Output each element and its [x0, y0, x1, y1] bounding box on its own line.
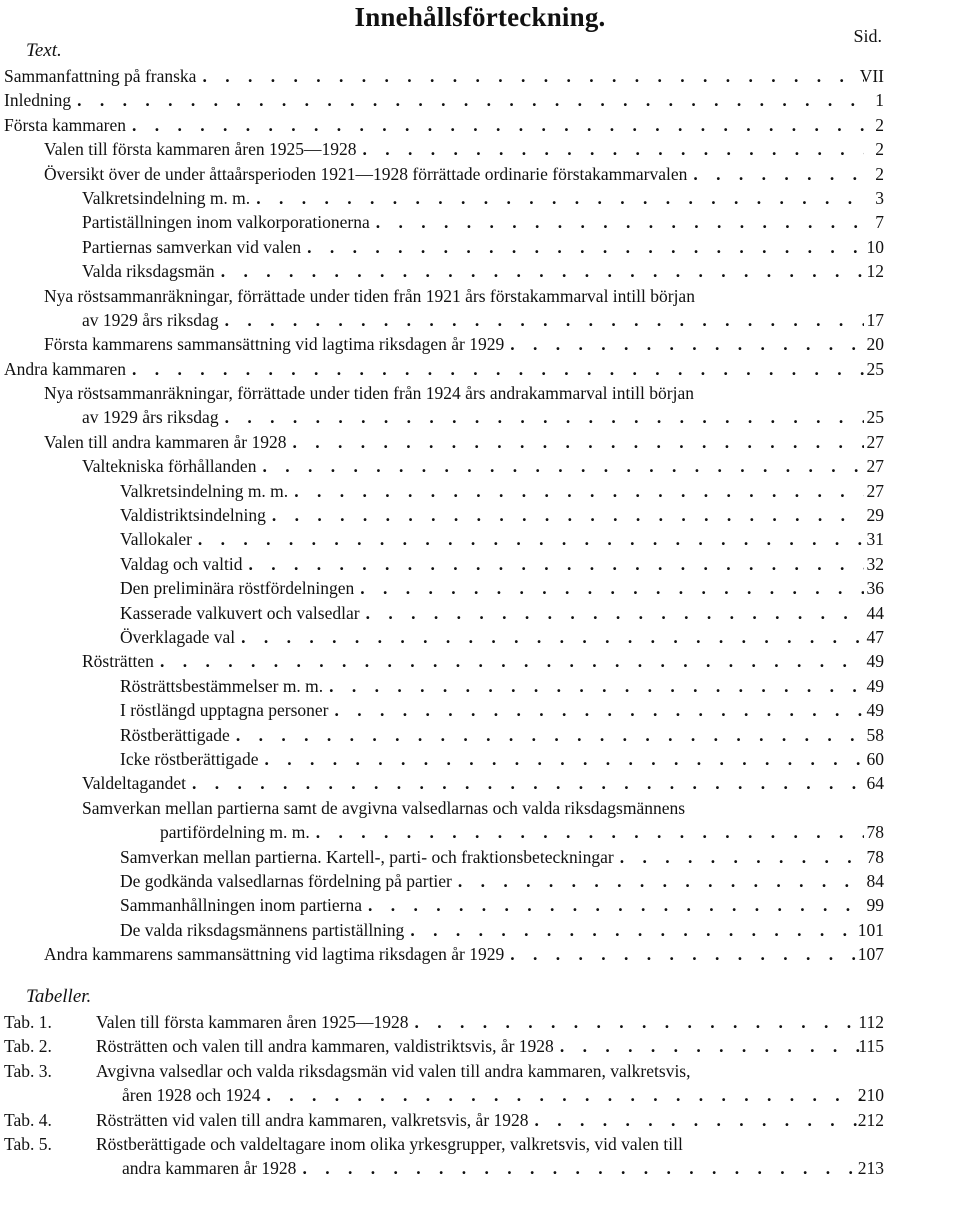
- dot-leader-line: [44, 137, 864, 161]
- entry-page-number: 47: [866, 626, 884, 647]
- entry-label: Röstberättigade: [120, 723, 236, 747]
- page-title: Innehållsförteckning.: [354, 2, 606, 32]
- entry-label: Sammanhållningen inom partierna: [120, 893, 368, 917]
- table-toc-entry: [0, 1059, 960, 1083]
- entry-label: Valen till första kammaren åren 1925—1928: [44, 137, 362, 161]
- entry-label: Kasserade valkuvert och valsedlar: [120, 601, 366, 625]
- entry-page-number: 64: [866, 773, 884, 794]
- dot-leader-line: [120, 845, 864, 869]
- entry-page-number: 78: [866, 822, 884, 843]
- entry-label: Valen till andra kammaren år 1928: [44, 430, 292, 454]
- toc-entry: [0, 845, 960, 869]
- toc-entry: [0, 942, 960, 966]
- dot-leader: [272, 503, 864, 527]
- toc-entry: [0, 454, 960, 478]
- dot-leader: [620, 845, 864, 869]
- toc-entry: [0, 674, 960, 698]
- entry-label: I röstlängd upptagna personer: [120, 698, 334, 722]
- dot-leader: [241, 625, 864, 649]
- dot-leader-line: [82, 454, 864, 478]
- toc-entry: [0, 747, 960, 771]
- entry-page-number: 44: [866, 602, 884, 623]
- dot-leader-line: [120, 625, 864, 649]
- entry-label: Inledning: [4, 88, 77, 112]
- dot-leader: [458, 869, 864, 893]
- entry-label: Valkretsindelning m. m.: [82, 186, 256, 210]
- dot-leader: [362, 137, 864, 161]
- dot-leader-line: [120, 674, 864, 698]
- toc-entry: [0, 162, 960, 186]
- dot-leader: [410, 918, 864, 942]
- dot-leader-line: [120, 698, 864, 722]
- entry-page-number: 60: [866, 748, 884, 769]
- dot-leader-line: [4, 64, 864, 88]
- entry-label: Första kammaren: [4, 113, 132, 137]
- entry-page-number: 101: [857, 919, 884, 940]
- dot-leader-line: [120, 747, 864, 771]
- entry-label: Icke röstberättigade: [120, 747, 264, 771]
- entry-page-number: 210: [857, 1085, 884, 1106]
- dot-leader-line: [122, 1083, 864, 1107]
- toc-entry: [0, 918, 960, 942]
- entry-page-number: 213: [857, 1158, 884, 1179]
- table-toc-entry-continuation: [0, 1083, 960, 1107]
- dot-leader: [535, 1108, 864, 1132]
- entry-page-number: 27: [866, 456, 884, 477]
- entry-label: Rösträtten och valen till andra kammaren, valdistriktsvis, år 1928: [96, 1034, 560, 1058]
- dot-leader: [221, 259, 864, 283]
- dot-leader: [248, 552, 864, 576]
- dot-leader: [294, 479, 864, 503]
- dot-leader-line: [96, 1034, 864, 1058]
- text-toc-list: [0, 64, 960, 966]
- entry-label: Rösträtten vid valen till andra kammaren, valkretsvis, år 1928: [96, 1108, 535, 1132]
- dot-leader: [160, 649, 864, 673]
- entry-page-number: 212: [857, 1109, 884, 1130]
- entry-page-number: 49: [866, 651, 884, 672]
- dot-leader: [256, 186, 864, 210]
- entry-label: Vallokaler: [120, 527, 198, 551]
- dot-leader-line: [82, 405, 864, 429]
- entry-label: av 1929 års riksdag: [82, 308, 225, 332]
- entry-label: Överklagade val: [120, 625, 241, 649]
- entry-label: andra kammaren år 1928: [122, 1156, 302, 1180]
- dot-leader-line: [82, 210, 864, 234]
- dot-leader-line: [82, 649, 864, 673]
- entry-page-number: 31: [866, 529, 884, 550]
- toc-entry: [0, 137, 960, 161]
- entry-label: Första kammarens sammansättning vid lagtima riksdagen år 1929: [44, 332, 510, 356]
- entry-page-number: 12: [866, 261, 884, 282]
- entry-page-number: 36: [866, 578, 884, 599]
- dot-leader-line: [82, 235, 864, 259]
- toc-entry: [0, 527, 960, 551]
- table-number: Tab. 2.: [4, 1036, 52, 1057]
- entry-label: Valtekniska förhållanden: [82, 454, 262, 478]
- dot-leader: [198, 527, 864, 551]
- tables-section-heading: Tabeller.: [26, 986, 92, 1007]
- dot-leader: [264, 747, 864, 771]
- entry-label: Andra kammarens sammansättning vid lagtima riksdagen år 1929: [44, 942, 510, 966]
- entry-page-number: 2: [875, 139, 884, 160]
- toc-entry: [0, 430, 960, 454]
- text-section-heading: Text.: [26, 40, 62, 61]
- entry-label: Rösträttsbestämmelser m. m.: [120, 674, 329, 698]
- dot-leader-line: [4, 88, 864, 112]
- dot-leader-line: [44, 430, 864, 454]
- toc-entry: [0, 893, 960, 917]
- entry-label: Partiställningen inom valkorporationerna: [82, 210, 376, 234]
- entry-label: Valdag och valtid: [120, 552, 248, 576]
- entry-page-number: 7: [875, 212, 884, 233]
- table-number: Tab. 5.: [4, 1133, 52, 1154]
- entry-page-number: 115: [858, 1036, 884, 1057]
- entry-label: Valkretsindelning m. m.: [120, 479, 294, 503]
- dot-leader-line: [4, 113, 864, 137]
- dot-leader: [560, 1034, 864, 1058]
- dot-leader: [77, 88, 864, 112]
- entry-label: Nya röstsammanräkningar, förrättade under tiden från 1921 års förstakammarval intill början: [44, 285, 695, 306]
- dot-leader-line: [44, 162, 864, 186]
- dot-leader-line: [120, 723, 864, 747]
- dot-leader-line: [160, 820, 864, 844]
- dot-leader-line: [44, 942, 864, 966]
- toc-entry: [0, 88, 960, 112]
- entry-label: Andra kammaren: [4, 357, 132, 381]
- entry-page-number: 3: [875, 187, 884, 208]
- page-column-heading: Sid.: [853, 26, 882, 46]
- toc-entry: [0, 649, 960, 673]
- entry-label: Samverkan mellan partierna. Kartell-, parti- och fraktionsbeteckningar: [120, 845, 620, 869]
- dot-leader: [376, 210, 864, 234]
- toc-entry: [0, 235, 960, 259]
- dot-leader: [225, 308, 864, 332]
- table-toc-entry: [0, 1010, 960, 1034]
- dot-leader-line: [44, 332, 864, 356]
- toc-entry: [0, 259, 960, 283]
- toc-entry: [0, 601, 960, 625]
- entry-page-number: 27: [866, 480, 884, 501]
- entry-page-number: 58: [866, 724, 884, 745]
- dot-leader: [262, 454, 864, 478]
- entry-page-number: 1: [875, 90, 884, 111]
- dot-leader: [510, 942, 864, 966]
- dot-leader: [132, 113, 864, 137]
- entry-page-number: 17: [866, 309, 884, 330]
- entry-page-number: 27: [866, 431, 884, 452]
- dot-leader-line: [120, 918, 864, 942]
- entry-label: Valdistriktsindelning: [120, 503, 272, 527]
- dot-leader-line: [120, 552, 864, 576]
- entry-label: Rösträtten: [82, 649, 160, 673]
- entry-label: De godkända valsedlarnas fördelning på partier: [120, 869, 458, 893]
- dot-leader: [414, 1010, 864, 1034]
- table-toc-entry-continuation: [0, 1156, 960, 1180]
- toc-entry: [0, 113, 960, 137]
- table-toc-entry: [0, 1132, 960, 1156]
- entry-label: Avgivna valsedlar och valda riksdagsmän vid valen till andra kammaren, valkretsvis,: [96, 1060, 691, 1081]
- entry-label: Valen till första kammaren åren 1925—1928: [96, 1010, 414, 1034]
- entry-label: Nya röstsammanräkningar, förrättade under tiden från 1924 års andrakammarval intill början: [44, 383, 694, 404]
- dot-leader-line: [120, 527, 864, 551]
- entry-page-number: 78: [866, 846, 884, 867]
- entry-label: Röstberättigade och valdeltagare inom olika yrkesgrupper, valkretsvis, vid valen till: [96, 1133, 683, 1154]
- dot-leader-line: [82, 259, 864, 283]
- dot-leader-line: [96, 1108, 864, 1132]
- entry-label: Samverkan mellan partierna samt de avgivna valsedlarnas och valda riksdagsmännens: [82, 797, 686, 818]
- entry-page-number: 25: [866, 358, 884, 379]
- dot-leader: [693, 162, 864, 186]
- dot-leader: [307, 235, 864, 259]
- entry-label: Sammanfattning på franska: [4, 64, 202, 88]
- entry-label: Översikt över de under åttaårsperioden 1921—1928 förrättade ordinarie förstakammarvalen: [44, 162, 693, 186]
- toc-entry: [0, 381, 960, 405]
- dot-leader-line: [96, 1010, 864, 1034]
- dot-leader: [329, 674, 864, 698]
- table-number: Tab. 1.: [4, 1012, 52, 1032]
- toc-entry: [0, 332, 960, 356]
- dot-leader: [510, 332, 864, 356]
- dot-leader: [368, 893, 864, 917]
- entry-label: av 1929 års riksdag: [82, 405, 225, 429]
- toc-entry: [0, 284, 960, 308]
- dot-leader: [225, 405, 864, 429]
- table-toc-entry: [0, 1034, 960, 1058]
- dot-leader-line: [120, 503, 864, 527]
- tables-toc-list: [0, 1010, 960, 1181]
- dot-leader: [360, 576, 864, 600]
- dot-leader-line: [120, 479, 864, 503]
- entry-page-number: 107: [857, 944, 884, 965]
- toc-entry: [0, 723, 960, 747]
- entry-page-number: 49: [866, 700, 884, 721]
- entry-page-number: 49: [866, 675, 884, 696]
- entry-label: åren 1928 och 1924: [122, 1083, 267, 1107]
- entry-page-number: VII: [859, 66, 884, 86]
- entry-page-number: 32: [866, 553, 884, 574]
- toc-entry-continuation: [0, 405, 960, 429]
- dot-leader: [267, 1083, 864, 1107]
- table-number: Tab. 4.: [4, 1109, 52, 1130]
- dot-leader-line: [120, 893, 864, 917]
- dot-leader: [202, 64, 864, 88]
- entry-label: Partiernas samverkan vid valen: [82, 235, 307, 259]
- dot-leader: [192, 771, 864, 795]
- toc-entry: [0, 479, 960, 503]
- toc-entry-continuation: [0, 308, 960, 332]
- dot-leader-line: [120, 869, 864, 893]
- table-number: Tab. 3.: [4, 1060, 52, 1081]
- table-toc-entry: [0, 1108, 960, 1132]
- entry-page-number: 25: [866, 407, 884, 428]
- entry-page-number: 10: [866, 236, 884, 257]
- toc-entry: [0, 64, 960, 88]
- dot-leader: [366, 601, 864, 625]
- dot-leader-line: [120, 601, 864, 625]
- dot-leader-line: [122, 1156, 864, 1180]
- dot-leader-line: [82, 771, 864, 795]
- entry-label: Valda riksdagsmän: [82, 259, 221, 283]
- dot-leader: [132, 357, 864, 381]
- dot-leader-line: [120, 576, 864, 600]
- toc-entry: [0, 698, 960, 722]
- entry-label: partifördelning m. m.: [160, 820, 316, 844]
- entry-page-number: 29: [866, 505, 884, 526]
- entry-page-number: 2: [875, 163, 884, 184]
- entry-label: Den preliminära röstfördelningen: [120, 576, 360, 600]
- entry-page-number: 84: [866, 870, 884, 891]
- toc-entry: [0, 796, 960, 820]
- toc-entry: [0, 576, 960, 600]
- toc-entry: [0, 625, 960, 649]
- dot-leader-line: [82, 308, 864, 332]
- entry-page-number: 112: [858, 1012, 884, 1032]
- dot-leader: [292, 430, 864, 454]
- dot-leader: [302, 1156, 864, 1180]
- toc-entry-continuation: [0, 820, 960, 844]
- toc-entry: [0, 503, 960, 527]
- toc-entry: [0, 771, 960, 795]
- toc-entry: [0, 869, 960, 893]
- toc-entry: [0, 210, 960, 234]
- dot-leader-line: [82, 186, 864, 210]
- entry-label: De valda riksdagsmännens partiställning: [120, 918, 410, 942]
- toc-entry: [0, 357, 960, 381]
- entry-page-number: 2: [875, 114, 884, 135]
- entry-page-number: 20: [866, 334, 884, 355]
- dot-leader: [334, 698, 864, 722]
- dot-leader: [316, 820, 864, 844]
- dot-leader-line: [4, 357, 864, 381]
- entry-label: Valdeltagandet: [82, 771, 192, 795]
- toc-entry: [0, 186, 960, 210]
- entry-page-number: 99: [866, 895, 884, 916]
- dot-leader: [236, 723, 864, 747]
- toc-entry: [0, 552, 960, 576]
